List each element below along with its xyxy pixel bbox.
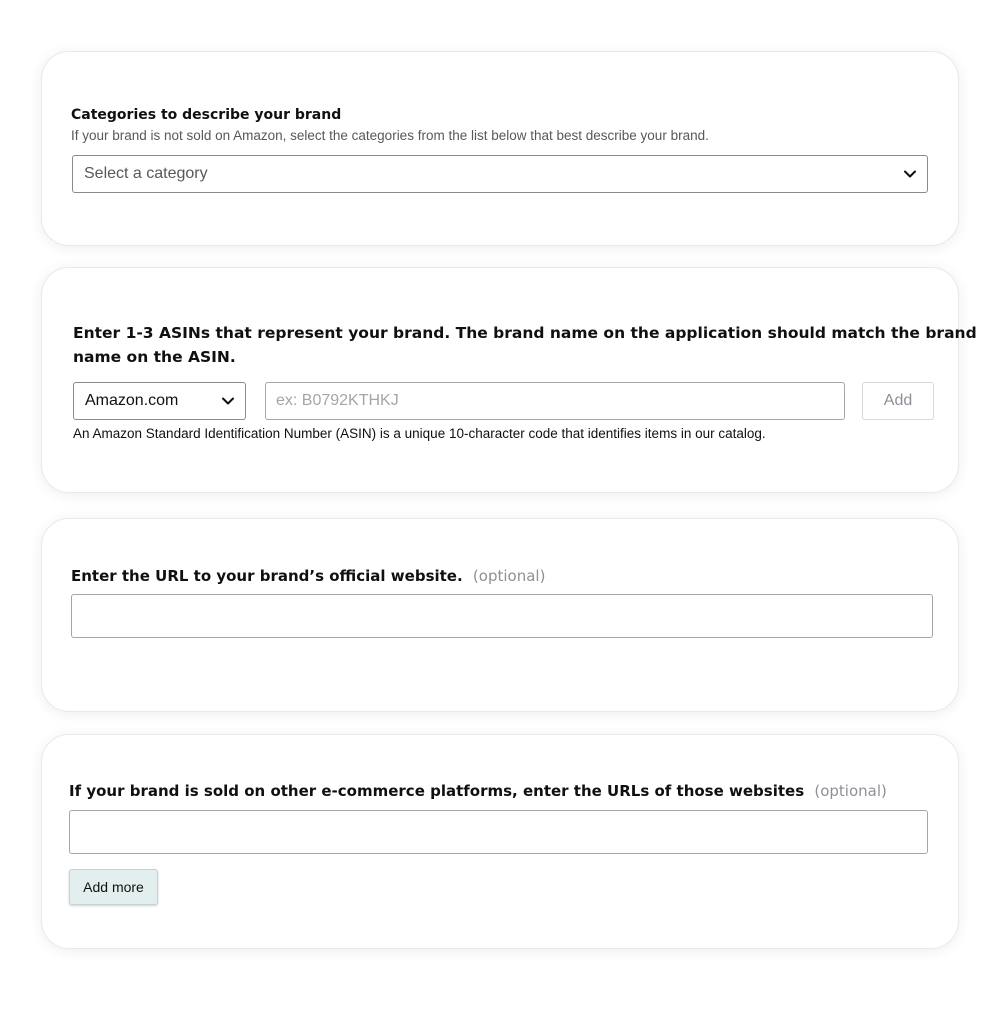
website-url-input[interactable]	[71, 594, 933, 638]
website-card	[41, 518, 959, 712]
website-title	[71, 567, 545, 585]
add-more-button[interactable]: Add more	[69, 869, 158, 905]
asin-input[interactable]	[265, 382, 845, 420]
categories-title: Categories to describe your brand	[71, 107, 342, 123]
asin-title-line-2: name on the ASIN.	[73, 348, 236, 366]
marketplace-select[interactable]	[73, 382, 246, 420]
asin-title	[73, 321, 977, 369]
ecommerce-optional-label: (optional)	[814, 782, 887, 800]
categories-card	[41, 51, 959, 246]
website-optional-label: (optional)	[472, 567, 546, 585]
chevron-down-icon	[904, 165, 916, 183]
ecommerce-card	[41, 734, 959, 949]
website-title-text: Enter the URL to your brand’s official website.	[71, 567, 463, 585]
add-asin-button[interactable]: Add	[862, 382, 934, 420]
asin-card	[41, 267, 977, 493]
marketplace-select-value: Amazon.com	[85, 392, 179, 409]
asin-helper: An Amazon Standard Identification Number (ASIN) is a unique 10-character code that identifies items in our catalog.	[73, 426, 766, 441]
asin-title-line-1: Enter 1-3 ASINs that represent your brand. The brand name on the application should match the brand	[73, 324, 977, 342]
category-select[interactable]	[72, 155, 928, 193]
ecommerce-title	[69, 782, 887, 800]
ecommerce-title-text: If your brand is sold on other e-commerce platforms, enter the URLs of those websites	[69, 782, 805, 800]
chevron-down-icon	[222, 392, 234, 410]
ecommerce-url-input[interactable]	[69, 810, 928, 854]
category-select-value: Select a category	[84, 165, 208, 182]
categories-helper: If your brand is not sold on Amazon, select the categories from the list below that best describe your brand.	[71, 128, 709, 143]
